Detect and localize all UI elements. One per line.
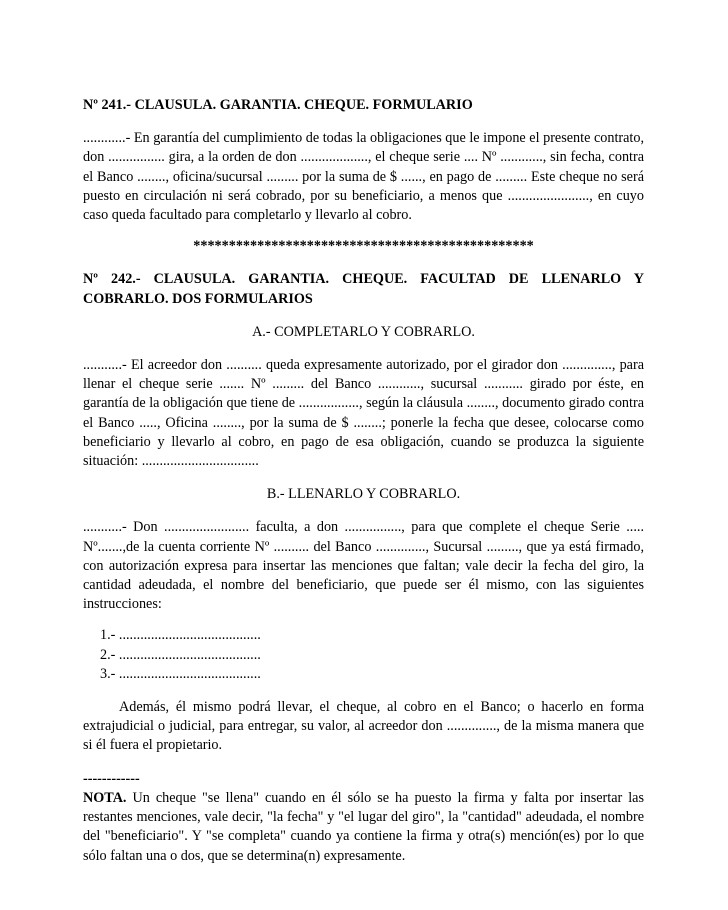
clause-242-title: Nº 242.- CLAUSULA. GARANTIA. CHEQUE. FACULTAD DE LLENARLO Y COBRARLO. DOS FORMULARIOS (83, 271, 644, 307)
section-separator: ************************************************ (193, 238, 534, 255)
note-rule: ------------ (83, 770, 140, 787)
clause-241-body: ............- En garantía del cumplimiento de todas la obligaciones que le impone el presente contrato, don ................ gira, a la orden de don ..................., el cheque serie .... Nº ............, sin fecha, contra el Banco ........, oficina/sucursal ......... por la suma de $ ......, en pago de ......... Este cheque no será puesto en circulación ni será cobrado, por su beneficiario, a menos que ......................., en cuyo caso queda facultado para completarlo y llevarlo al cobro. (83, 130, 644, 224)
section-b-body: ...........- Don ........................ faculta, a don ................, para que complete el cheque Serie ..... Nº.......,de la cuenta corriente Nº .......... del Banco .............., Sucursal ........., que ya está firmado, con autorización expresa para insertar las menciones que faltan; vale decir la fecha del giro, la cantidad adeudada, el nombre del beneficiario, que puede ser él mismo, con las siguientes instrucciones: (83, 519, 644, 613)
note-paragraph (83, 789, 644, 866)
section-b-closing: Además, él mismo podrá llevar, el cheque, al cobro en el Banco; o hacerlo en forma extrajudicial o judicial, para entregar, su valor, al acreedor don .............., de la misma manera que si él fuera el propietario. (83, 699, 644, 754)
section-a-heading: A.- COMPLETARLO Y COBRARLO. (252, 323, 475, 340)
document-content (83, 96, 644, 866)
note-label: NOTA. (83, 789, 127, 806)
note-text: Un cheque "se llena" cuando en él sólo se ha puesto la firma y falta por insertar las restantes menciones, vale decir, "la fecha" y "el lugar del giro", la "cantidad" adeudada, el nombre del "beneficiario". Y "se completa" cuando ya contiene la firma y otra(s) mención(es) por lo que sólo faltan una o dos, que se determina(n) expresamente. (83, 789, 644, 864)
instructions-list (83, 626, 644, 684)
section-a-body: ...........- El acreedor don .......... queda expresamente autorizado, por el girador don .............., para llenar el cheque serie ....... Nº ......... del Banco ............, sucursal ........... girado por éste, en garantía de la obligación que tiene de ................., según la cláusula ........, documento girado contra el Banco ....., Oficina ........, por la suma de $ ........; ponerle la fecha que desee, colocarse como beneficiario y llevarlo al cobro, en pago de esa obligación, cuando se produzca la siguiente situación: ................................. (83, 357, 644, 470)
clause-241-title: Nº 241.- CLAUSULA. GARANTIA. CHEQUE. FORMULARIO (83, 97, 473, 113)
list-item: 3.- ........................................ (100, 665, 261, 682)
list-item: 1.- ........................................ (100, 627, 261, 644)
list-item: 2.- ........................................ (100, 646, 261, 663)
section-b-heading: B.- LLENARLO Y COBRARLO. (266, 486, 461, 503)
